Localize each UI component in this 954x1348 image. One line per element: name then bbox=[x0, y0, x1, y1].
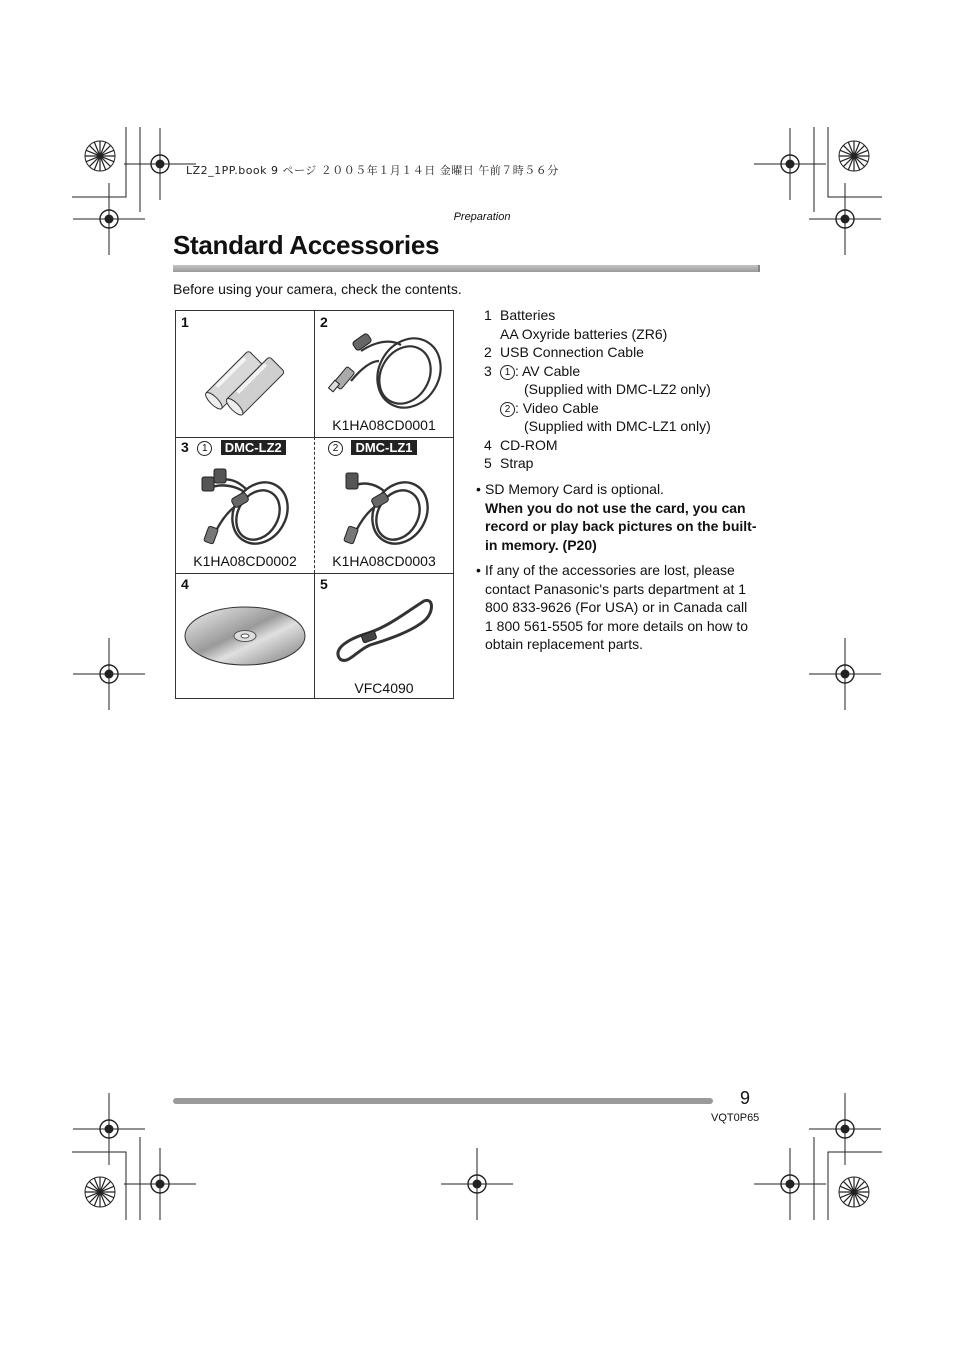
footer-rule bbox=[173, 1098, 713, 1104]
legend-number: 5 bbox=[484, 455, 492, 471]
note-lost-accessories bbox=[476, 561, 752, 654]
circle-number-1: 1 bbox=[197, 441, 212, 456]
av-cable-image bbox=[188, 459, 300, 555]
usb-cable-code: K1HA08CD0001 bbox=[332, 417, 436, 433]
legend-label: : AV Cable bbox=[515, 362, 581, 379]
legend-number: 2 bbox=[484, 344, 492, 360]
note-bold-text: When you do not use the card, you can record or play back pictures on the built-in memory. (P20) bbox=[485, 499, 757, 553]
section-label: Preparation bbox=[453, 211, 511, 223]
note-text: If any of the accessories are lost, please contact Panasonic's parts department at 1 800 833-9626 (For USA) or in Canada call 1 800 561-5505 for more details on how to obtain replacement parts. bbox=[485, 562, 749, 652]
video-cable-image bbox=[328, 459, 440, 555]
legend-number: 1 bbox=[484, 307, 492, 323]
batteries-image bbox=[196, 336, 296, 416]
grid-hline-1 bbox=[176, 437, 453, 438]
bullet: • bbox=[476, 562, 481, 578]
cd-rom-image bbox=[182, 604, 308, 668]
av-cable-code: K1HA08CD0002 bbox=[193, 553, 297, 569]
cell3-header-right bbox=[328, 439, 417, 457]
legend-label: : Video Cable bbox=[515, 399, 599, 416]
legend-item-2 bbox=[484, 343, 711, 362]
circle-number-1: 1 bbox=[500, 365, 515, 380]
page-title: Standard Accessories bbox=[173, 230, 440, 260]
cell-number-1: 1 bbox=[181, 314, 189, 330]
legend-item-4 bbox=[484, 436, 711, 455]
note-sd-card bbox=[476, 480, 760, 554]
legend-label: USB Connection Cable bbox=[500, 344, 644, 360]
cell3-header-left bbox=[181, 439, 286, 457]
video-cable-code: K1HA08CD0003 bbox=[332, 553, 436, 569]
printer-info-line: LZ2_1PP.book 9 ページ ２００５年１月１４日 金曜日 午前７時５６分 bbox=[186, 164, 559, 177]
legend-number: 4 bbox=[484, 436, 492, 453]
strap-code: VFC4090 bbox=[354, 680, 414, 696]
legend-subitem: (Supplied with DMC-LZ2 only) bbox=[524, 381, 711, 397]
circle-number-2: 2 bbox=[328, 441, 343, 456]
legend-item-3 bbox=[484, 362, 711, 381]
cell-number-2: 2 bbox=[320, 314, 328, 330]
intro-text: Before using your camera, check the contents. bbox=[173, 281, 462, 297]
circle-number-2: 2 bbox=[500, 402, 515, 417]
model-badge-lz2: DMC-LZ2 bbox=[221, 440, 286, 455]
usb-cable-image bbox=[321, 321, 451, 417]
grid-hline-2 bbox=[176, 573, 453, 574]
title-rule bbox=[173, 265, 760, 272]
legend-label: Strap bbox=[500, 455, 534, 471]
legend-item-1 bbox=[484, 306, 711, 325]
legend-label: Batteries bbox=[500, 307, 556, 323]
legend-number: 3 bbox=[484, 362, 492, 379]
legend-subitem: AA Oxyride batteries (ZR6) bbox=[500, 325, 668, 342]
accessories-grid bbox=[175, 310, 454, 699]
legend-label: CD-ROM bbox=[500, 436, 558, 453]
legend-subitem: (Supplied with DMC-LZ1 only) bbox=[524, 418, 711, 434]
strap-image bbox=[328, 589, 440, 669]
cell-number-3: 3 bbox=[181, 439, 189, 455]
page-number: 9 bbox=[740, 1088, 751, 1108]
document-code: VQT0P65 bbox=[711, 1112, 760, 1124]
accessory-legend bbox=[484, 306, 711, 473]
cell-number-5: 5 bbox=[320, 576, 328, 592]
legend-item-5 bbox=[484, 454, 711, 473]
model-badge-lz1: DMC-LZ1 bbox=[351, 440, 416, 455]
cell-number-4: 4 bbox=[181, 576, 189, 592]
note-text: SD Memory Card is optional. bbox=[485, 481, 664, 497]
legend-item-3b bbox=[484, 399, 711, 418]
bullet: • bbox=[476, 481, 481, 497]
